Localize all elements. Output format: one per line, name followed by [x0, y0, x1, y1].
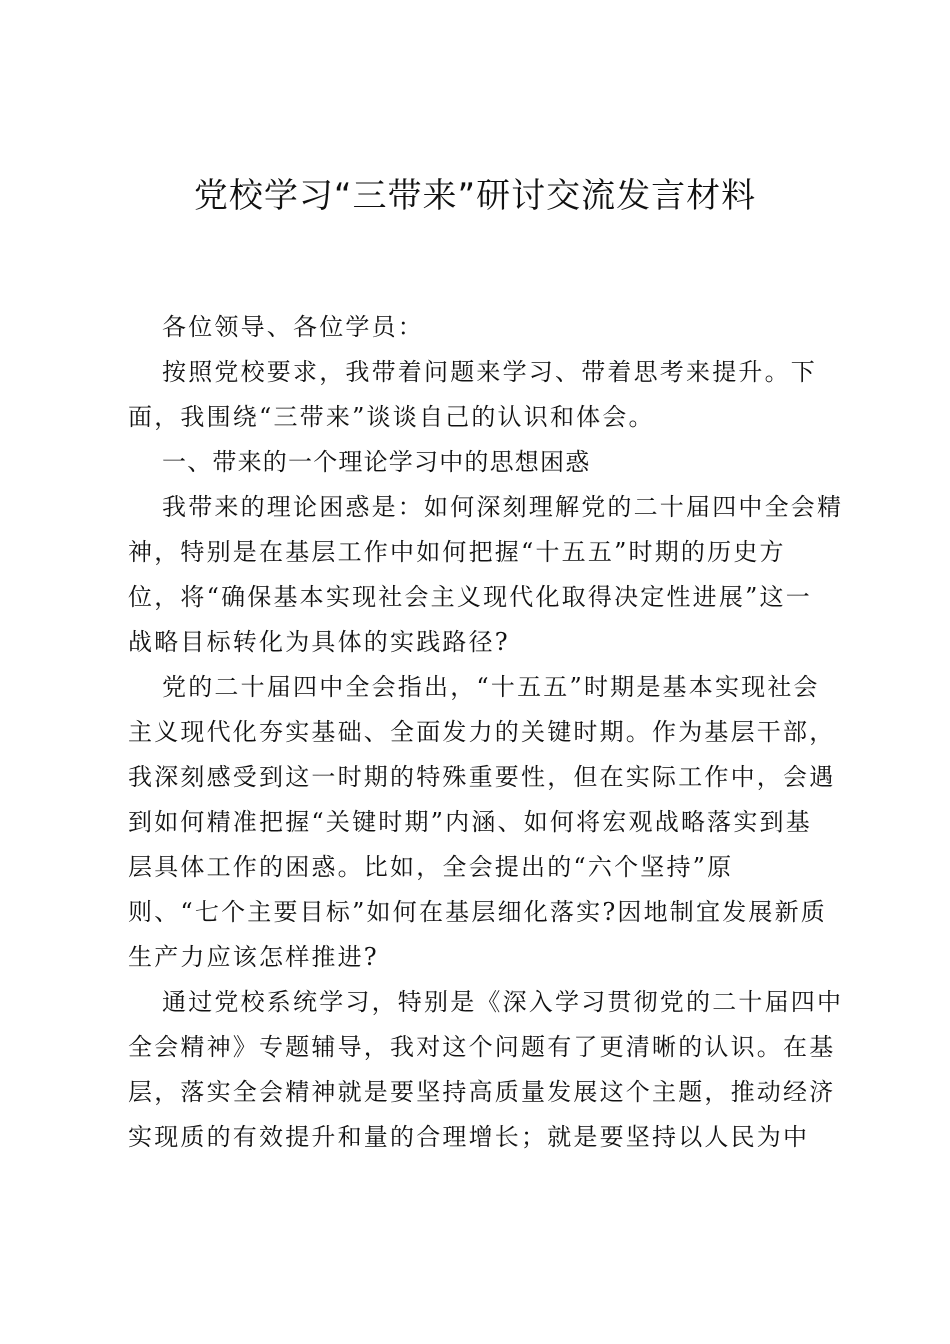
paragraph-4-line: 通过党校系统学习，特别是《深入学习贯彻党的二十届四中	[162, 988, 844, 1016]
paragraph-4-line: 层，落实全会精神就是要坚持高质量发展这个主题，推动经济	[128, 1078, 836, 1106]
paragraph-3-line: 我深刻感受到这一时期的特殊重要性，但在实际工作中，会遇	[128, 763, 836, 791]
paragraph-1-line: 面，我围绕“三带来”谈谈自己的认识和体会。	[128, 403, 655, 431]
paragraph-2-line: 我带来的理论困惑是：如何深刻理解党的二十届四中全会精	[162, 493, 844, 521]
paragraph-3-line: 生产力应该怎样推进?	[128, 943, 379, 971]
paragraph-2-line: 位，将“确保基本实现社会主义现代化取得决定性进展”这一	[128, 583, 812, 611]
paragraph-4-line: 全会精神》专题辅导，我对这个问题有了更清晰的认识。在基	[128, 1033, 836, 1061]
paragraph-3-line: 层具体工作的困惑。比如，全会提出的“六个坚持”原	[128, 853, 734, 881]
paragraph-4-line: 实现质的有效提升和量的合理增长；就是要坚持以人民为中	[128, 1123, 810, 1151]
paragraph-3-line: 则、“七个主要目标”如何在基层细化落实?因地制宜发展新质	[128, 898, 828, 926]
paragraph-3-line: 到如何精准把握“关键时期”内涵、如何将宏观战略落实到基	[128, 808, 812, 836]
salutation: 各位领导、各位学员：	[162, 313, 424, 341]
paragraph-3-line: 主义现代化夯实基础、全面发力的关键时期。作为基层干部，	[128, 718, 836, 746]
paragraph-2-line: 神，特别是在基层工作中如何把握“十五五”时期的历史方	[128, 538, 786, 566]
section-heading-1: 一、带来的一个理论学习中的思想困惑	[162, 448, 591, 476]
document-title: 党校学习“三带来”研讨交流发言材料	[193, 176, 757, 216]
paragraph-2-line: 战略目标转化为具体的实践路径?	[128, 628, 510, 656]
paragraph-3-line: 党的二十届四中全会指出，“十五五”时期是基本实现社会	[162, 673, 820, 701]
document-body	[128, 305, 844, 1160]
paragraph-1-line: 按照党校要求，我带着问题来学习、带着思考来提升。下	[162, 358, 817, 386]
